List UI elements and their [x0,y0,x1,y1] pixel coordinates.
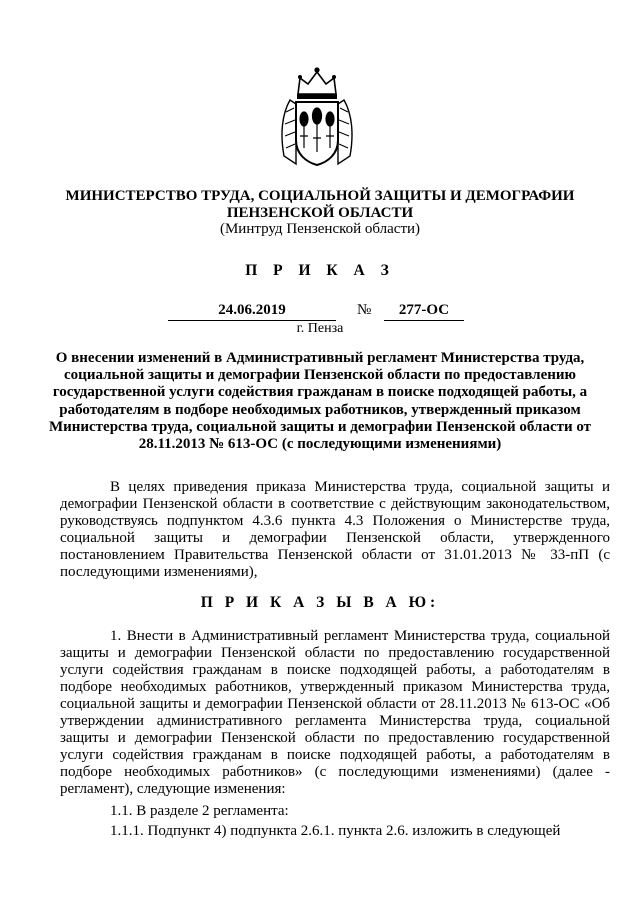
item-1-1-paragraph: 1.1. В разделе 2 регламента: [110,803,289,819]
penza-region-coat-of-arms-icon [276,64,358,168]
item-1-1-1-paragraph: 1.1.1. Подпункт 4) подпункта 2.6.1. пункта 2.6. изложить в следующей [110,823,561,839]
item-1-paragraph: 1. Внести в Административный регламент Министерства труда, социальной защиты и демографии Пензенской области по предоставлению государственной услуги содействия гражданам в поиске подходящей работы, а работодателям в подборе необходимых работников, утвержденный приказом Министерства труда, социальной защиты и демографии Пензенской области от 28.11.2013 № 613-ОС «Об утверждении административного регламента Министерства труда, социальной защиты и демографии Пензенской области по предоставлению государственной услуги содействия гражданам в поиске подходящей работы, а работодателям в подборе необходимых работников» (с последующими изменениями) (далее - регламент), следующие изменения: [60,628,610,797]
city: г. Пенза [296,321,344,336]
order-number: 277-ОС [384,302,464,321]
ministry-short-name: (Минтруд Пензенской области) [219,221,421,237]
order-date: 24.06.2019 [168,302,336,321]
ministry-name [40,188,600,222]
preamble-paragraph: В целях приведения приказа Министерства труда, социальной защиты и демографии Пензенской области в соответствие с действующим законодательством, руководствуясь подпунктом 4.3.6 пункта 4.3 Положения о Министерстве труда, социальной защиты и демографии Пензенской области, утвержденного постановлением Правительства Пензенской области от 31.01.2013 № 33-пП (с последующими изменениями), [60,479,610,580]
date-number-line [0,302,640,322]
number-sign: № [357,302,372,318]
order-title: О внесении изменений в Административный регламент Министерства труда, социальной защиты и демографии Пензенской области по предоставлению государственной услуги содействия гражданам в поиске подходящей работы, а работодателям в подборе необходимых работников, утвержденный приказом Министерства труда, социальной защиты и демографии Пензенской области от 28.11.2013 № 613-ОС (с последующими изменениями) [48,350,592,453]
document-type-heading: П Р И К А З [245,262,395,279]
ministry-name-line2: ПЕНЗЕНСКОЙ ОБЛАСТИ [226,205,414,221]
ministry-name-line1: МИНИСТЕРСТВО ТРУДА, СОЦИАЛЬНОЙ ЗАЩИТЫ И ДЕМОГРАФИИ [65,188,575,204]
order-heading: П Р И К А З Ы В А Ю: [200,594,440,611]
